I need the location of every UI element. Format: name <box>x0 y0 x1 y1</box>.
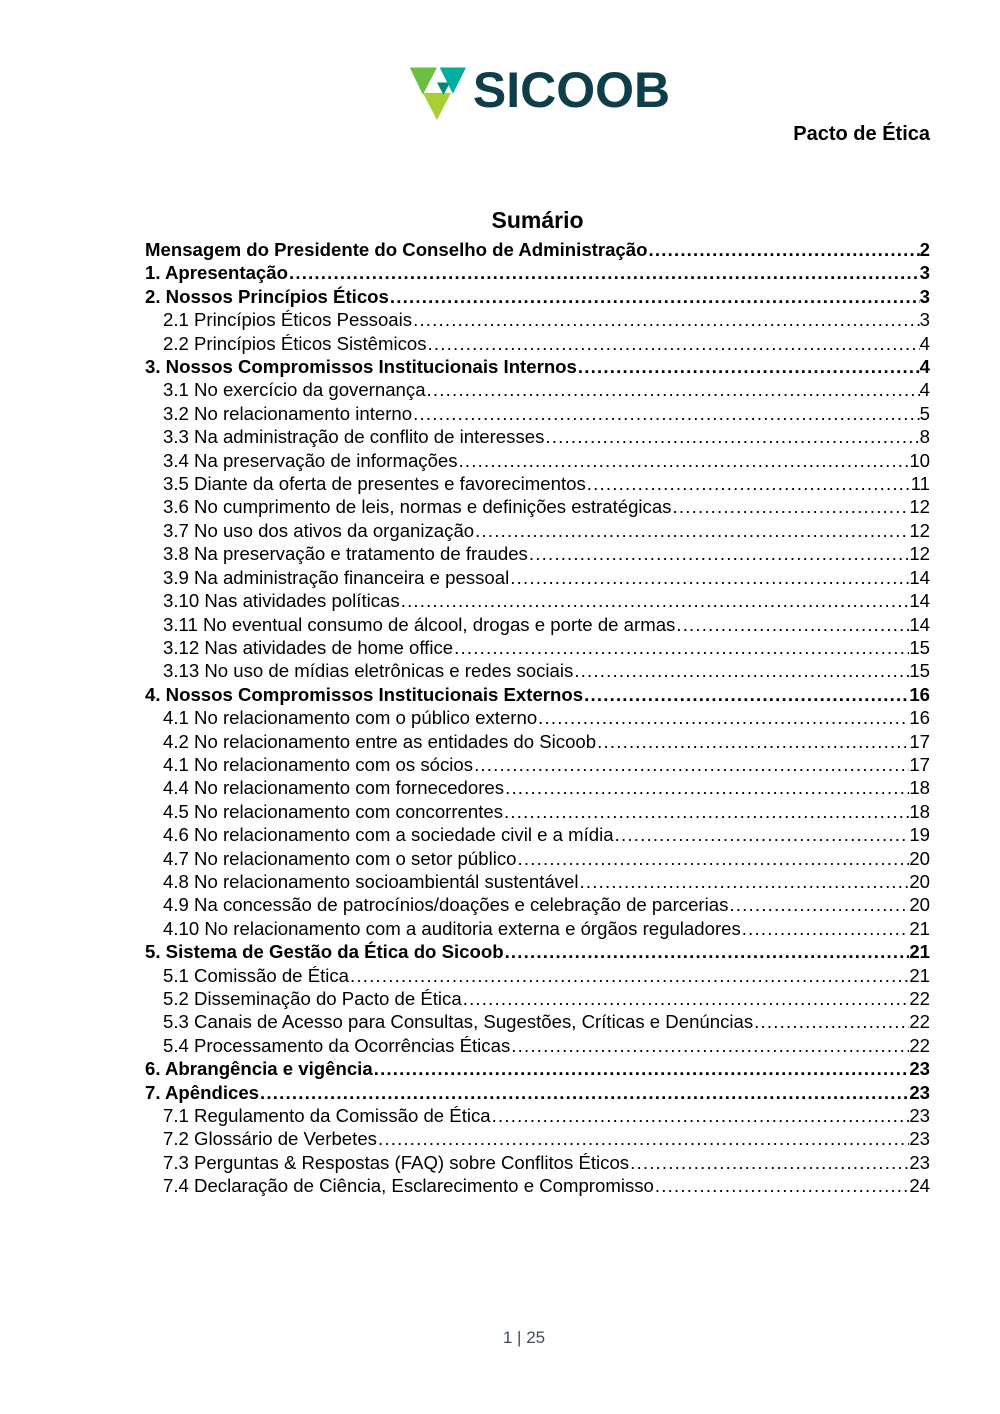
toc-leader-dots <box>503 800 909 823</box>
toc-leader-dots <box>753 1010 909 1033</box>
toc-entry-page: 17 <box>909 730 930 752</box>
toc-entry-label: 5.3 Canais de Acesso para Consultas, Sugestões, Críticas e Denúncias <box>163 1011 754 1033</box>
toc-entry <box>145 425 930 448</box>
toc-entry <box>145 706 930 729</box>
toc-entry-label: 4.5 No relacionamento com concorrentes <box>163 800 504 822</box>
toc-entry-label: 3.8 Na preservação e tratamento de fraudes <box>163 543 528 565</box>
toc-entry <box>145 238 930 261</box>
toc-entry-label: 3.6 No cumprimento de leis, normas e definições estratégicas <box>163 496 672 518</box>
toc-entry-label: 3.13 No uso de mídias eletrônicas e redes sociais <box>163 660 574 682</box>
toc-entry <box>145 1034 930 1057</box>
toc-entry-page: 4 <box>919 356 930 378</box>
toc-entry-page: 21 <box>909 964 930 986</box>
toc-leader-dots <box>583 683 909 706</box>
toc-entry-page: 17 <box>909 753 930 775</box>
toc-entry-label: 7. Apêndices <box>145 1081 260 1103</box>
toc-entry-page: 21 <box>909 941 930 963</box>
toc-entry-page: 3 <box>919 285 930 307</box>
toc-entry-page: 11 <box>910 473 930 495</box>
toc-leader-dots <box>654 1174 909 1197</box>
toc-entry-label: 2.1 Princípios Éticos Pessoais <box>163 309 413 331</box>
toc-entry-page: 12 <box>909 496 930 518</box>
toc-entry-page: 5 <box>919 402 930 424</box>
toc-leader-dots <box>629 1151 909 1174</box>
toc-entry <box>145 940 930 963</box>
toc-leader-dots <box>377 1127 909 1150</box>
document-title: Pacto de Ética <box>793 123 930 145</box>
toc-entry-page: 23 <box>909 1081 930 1103</box>
toc-leader-dots <box>544 425 919 448</box>
toc-leader-dots <box>462 987 910 1010</box>
toc-entry <box>145 1127 930 1150</box>
toc-leader-dots <box>596 730 909 753</box>
toc-entry-label: 2.2 Princípios Éticos Sistêmicos <box>163 332 427 354</box>
toc-leader-dots <box>474 519 909 542</box>
toc-leader-dots <box>426 378 920 401</box>
toc-entry-page: 2 <box>919 239 930 260</box>
toc-entry-label: 4. Nossos Compromissos Institucionais Externos <box>145 683 584 705</box>
toc-entry-label: 3.7 No uso dos ativos da organização <box>163 519 475 541</box>
toc-leader-dots <box>675 613 909 636</box>
toc-entry-page: 23 <box>909 1128 930 1150</box>
toc-entry-page: 20 <box>909 870 930 892</box>
toc-list <box>145 238 930 1198</box>
toc-entry-label: 5.2 Disseminação do Pacto de Ética <box>163 988 462 1009</box>
sicoob-logo <box>145 0 930 120</box>
toc-entry <box>145 987 930 1010</box>
toc-leader-dots <box>728 893 909 916</box>
toc-leader-dots <box>647 238 919 261</box>
toc-leader-dots <box>537 706 909 729</box>
toc-entry <box>145 1010 930 1033</box>
toc-entry-label: 1. Apresentação <box>145 262 288 284</box>
toc-entry <box>145 893 930 916</box>
toc-entry <box>145 1104 930 1127</box>
toc-entry-page: 22 <box>909 988 930 1009</box>
toc-entry-label: 5.1 Comissão de Ética <box>163 964 350 986</box>
toc-leader-dots <box>259 1081 909 1104</box>
toc-leader-dots <box>412 402 920 425</box>
toc-entry <box>145 449 930 472</box>
toc-entry-label: 3.2 No relacionamento interno <box>163 402 413 424</box>
toc-entry <box>145 683 930 706</box>
toc-entry-page: 18 <box>909 800 930 822</box>
toc-leader-dots <box>509 566 909 589</box>
toc-entry-page: 16 <box>909 683 930 705</box>
toc-leader-dots <box>579 870 910 893</box>
toc-leader-dots <box>491 1104 910 1127</box>
toc-entry-label: 3.4 Na preservação de informações <box>163 449 458 471</box>
toc-entry-label: 3.9 Na administração financeira e pessoal <box>163 566 510 588</box>
toc-entry-page: 4 <box>919 379 930 401</box>
toc-leader-dots <box>389 285 920 308</box>
toc-entry-page: 20 <box>909 847 930 869</box>
toc-entry-page: 16 <box>909 707 930 729</box>
toc-entry-label: 5.4 Processamento da Ocorrências Éticas <box>163 1034 511 1056</box>
toc-entry-label: 5. Sistema de Gestão da Ética do Sicoob <box>145 941 504 963</box>
toc-entry <box>145 566 930 589</box>
toc-entry-label: 3.1 No exercício da governança <box>163 379 426 401</box>
toc-entry <box>145 1174 930 1197</box>
toc-entry-label: 4.4 No relacionamento com fornecedores <box>163 777 505 799</box>
toc-entry-page: 12 <box>909 519 930 541</box>
toc-entry <box>145 847 930 870</box>
toc-entry <box>145 800 930 823</box>
toc-entry-label: 4.10 No relacionamento com a auditoria externa e órgãos reguladores <box>163 917 741 939</box>
toc-entry <box>145 589 930 612</box>
toc-entry <box>145 659 930 682</box>
toc-entry-label: 3.12 Nas atividades de home office <box>163 636 454 658</box>
toc-entry <box>145 355 930 378</box>
toc-entry <box>145 1151 930 1174</box>
toc-entry-label: 4.1 No relacionamento com os sócios <box>163 753 474 775</box>
toc-entry-page: 19 <box>909 824 930 846</box>
brand-wordmark: SICOOB <box>472 62 671 118</box>
page-number-indicator: 1 | 25 <box>502 1328 546 1347</box>
toc-entry-label: 3.10 Nas atividades políticas <box>163 590 400 612</box>
toc-entry-page: 22 <box>909 1011 930 1033</box>
toc-entry-page: 18 <box>909 777 930 799</box>
toc-entry-page: 8 <box>919 426 930 448</box>
toc-leader-dots <box>741 917 910 940</box>
toc-leader-dots <box>504 940 910 963</box>
toc-leader-dots <box>573 659 909 682</box>
toc-entry-label: 2. Nossos Princípios Éticos <box>145 285 389 307</box>
toc-entry <box>145 285 930 308</box>
toc-leader-dots <box>288 261 920 284</box>
toc-heading: Sumário <box>491 207 584 233</box>
toc-entry-label: 4.8 No relacionamento socioambientál sustentável <box>163 870 579 892</box>
toc-entry-label: 3.3 Na administração de conflito de interesses <box>163 426 545 448</box>
toc-entry-page: 4 <box>919 332 930 354</box>
toc-entry <box>145 730 930 753</box>
toc-leader-dots <box>349 964 909 987</box>
toc-leader-dots <box>671 495 909 518</box>
toc-entry-label: 7.3 Perguntas & Respostas (FAQ) sobre Conflitos Éticos <box>163 1151 630 1173</box>
toc-entry-label: 4.2 No relacionamento entre as entidades do Sicoob <box>163 730 597 752</box>
toc-entry-page: 10 <box>909 449 930 471</box>
toc-entry <box>145 753 930 776</box>
toc-entry-label: 3.11 No eventual consumo de álcool, drogas e porte de armas <box>163 613 676 635</box>
toc-entry-label: 4.7 No relacionamento com o setor público <box>163 847 517 869</box>
toc-entry-page: 15 <box>909 636 930 658</box>
toc-entry <box>145 402 930 425</box>
toc-entry-label: Mensagem do Presidente do Conselho de Administração <box>145 239 648 260</box>
toc-entry <box>145 917 930 940</box>
toc-entry-label: 3. Nossos Compromissos Institucionais Internos <box>145 356 577 378</box>
toc-entry-page: 3 <box>919 262 930 284</box>
toc-entry <box>145 823 930 846</box>
toc-leader-dots <box>516 847 909 870</box>
toc-entry <box>145 519 930 542</box>
toc-entry <box>145 332 930 355</box>
toc-entry-page: 20 <box>909 894 930 916</box>
toc-leader-dots <box>373 1057 910 1080</box>
toc-leader-dots <box>528 542 909 565</box>
toc-entry-label: 3.5 Diante da oferta de presentes e favorecimentos <box>163 473 586 495</box>
toc-entry-page: 21 <box>909 917 930 939</box>
toc-entry-page: 12 <box>909 543 930 565</box>
toc-leader-dots <box>427 332 920 355</box>
toc-entry <box>145 308 930 331</box>
toc-leader-dots <box>510 1034 909 1057</box>
toc-entry-label: 6. Abrangência e vigência <box>145 1058 373 1080</box>
toc-leader-dots <box>400 589 910 612</box>
toc-entry-page: 14 <box>909 590 930 612</box>
toc-entry <box>145 472 930 495</box>
toc-entry-page: 23 <box>909 1058 930 1080</box>
toc-entry <box>145 613 930 636</box>
toc-leader-dots <box>577 355 920 378</box>
toc-entry-label: 4.9 Na concessão de patrocínios/doações e celebração de parcerias <box>163 894 729 916</box>
toc-entry-page: 3 <box>919 309 930 331</box>
toc-leader-dots <box>614 823 910 846</box>
toc-entry <box>145 776 930 799</box>
toc-entry <box>145 636 930 659</box>
toc-entry <box>145 378 930 401</box>
toc-entry-page: 24 <box>909 1175 930 1197</box>
toc-leader-dots <box>412 308 920 331</box>
toc-entry-page: 14 <box>909 613 930 635</box>
sicoob-triangle-icon <box>405 60 467 120</box>
toc-entry-page: 23 <box>909 1151 930 1173</box>
toc-entry <box>145 964 930 987</box>
toc-entry <box>145 542 930 565</box>
toc-entry-page: 23 <box>909 1105 930 1127</box>
toc-leader-dots <box>504 776 909 799</box>
toc-entry-label: 7.1 Regulamento da Comissão de Ética <box>163 1105 491 1127</box>
toc-entry <box>145 1057 930 1080</box>
toc-entry <box>145 1081 930 1104</box>
toc-entry-label: 7.2 Glossário de Verbetes <box>163 1128 377 1150</box>
toc-leader-dots <box>473 753 909 776</box>
toc-entry <box>145 495 930 518</box>
toc-entry-label: 7.4 Declaração de Ciência, Esclarecimento e Compromisso <box>163 1175 654 1197</box>
toc-entry-label: 4.1 No relacionamento com o público externo <box>163 707 538 729</box>
toc-entry-label: 4.6 No relacionamento com a sociedade civil e a mídia <box>163 824 614 846</box>
toc-leader-dots <box>586 472 911 495</box>
toc-entry-page: 22 <box>909 1034 930 1056</box>
toc-entry <box>145 870 930 893</box>
toc-entry-page: 15 <box>909 660 930 682</box>
toc-entry-page: 14 <box>909 566 930 588</box>
toc-leader-dots <box>458 449 910 472</box>
toc-entry <box>145 261 930 284</box>
toc-leader-dots <box>453 636 909 659</box>
